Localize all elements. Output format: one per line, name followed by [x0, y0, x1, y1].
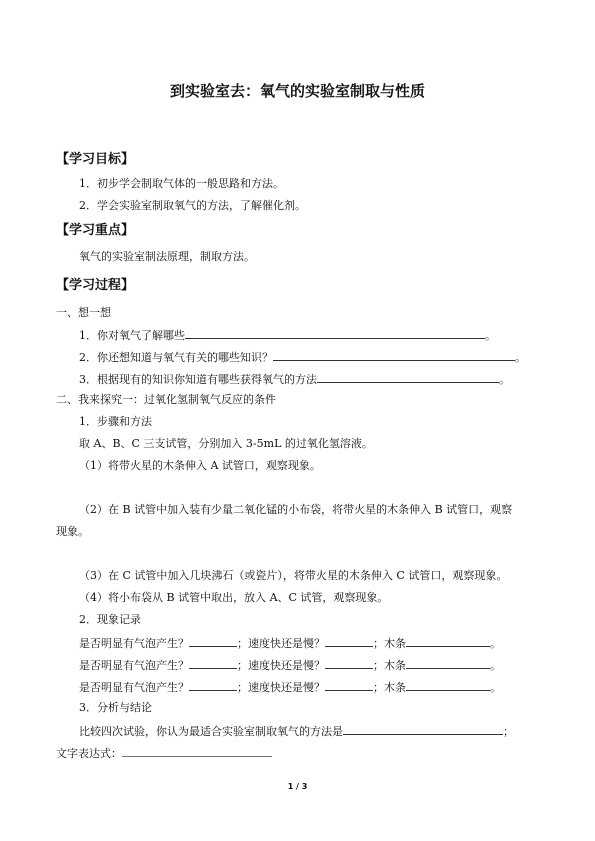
record-row-1-speed-blank[interactable] — [325, 635, 373, 647]
record-row-3 — [79, 679, 501, 695]
step-2-line-2: 现象。 — [56, 525, 89, 538]
question-3 — [79, 371, 510, 387]
step-4: （4）将小布袋从 B 试管中取出，放入 A、C 试管，观察现象。 — [79, 591, 389, 604]
record-row-3-speed-blank[interactable] — [325, 679, 373, 691]
question-2-end: 。 — [515, 351, 526, 364]
record-row-3-bubbles-blank[interactable] — [189, 679, 237, 691]
record-row-2-stick-label: ；木条 — [373, 659, 406, 672]
record-row-2-bubbles-blank[interactable] — [189, 657, 237, 669]
record-row-2-speed-label: ；速度快还是慢？ — [237, 659, 325, 672]
record-row-1-q: 是否明显有气泡产生？ — [79, 637, 189, 650]
goal-item-2: 2．学会实验室制取氧气的方法，了解催化剂。 — [79, 199, 306, 212]
best-method-blank[interactable] — [343, 723, 503, 735]
record-row-1-bubbles-blank[interactable] — [189, 635, 237, 647]
record-row-3-stick-blank[interactable] — [406, 679, 490, 691]
record-row-3-q: 是否明显有气泡产生？ — [79, 681, 189, 694]
expression-line — [56, 745, 272, 761]
analysis-end: ； — [503, 725, 514, 738]
step-title: 1．步骤和方法 — [79, 415, 152, 428]
record-row-2 — [79, 657, 501, 673]
step-2-line-1: （2）在 B 试管中加入装有少量二氧化锰的小布袋，将带火星的木条伸入 B 试管口，观察 — [79, 503, 513, 516]
record-row-3-end: 。 — [490, 681, 501, 694]
question-2-blank[interactable] — [273, 349, 515, 361]
goals-heading: 【学习目标】 — [56, 152, 135, 167]
step-3: （3）在 C 试管中加入几块沸石（或瓷片），将带火星的木条伸入 C 试管口，观察现象。 — [79, 569, 508, 582]
record-row-3-stick-label: ；木条 — [373, 681, 406, 694]
question-2 — [79, 349, 526, 365]
question-1 — [79, 327, 496, 343]
record-title: 2．现象记录 — [79, 613, 141, 626]
record-row-2-q: 是否明显有气泡产生？ — [79, 659, 189, 672]
question-1-text: 1．你对氧气了解哪些 — [79, 329, 185, 342]
question-1-end: 。 — [485, 329, 496, 342]
part1-title: 一、想一想 — [56, 306, 111, 319]
goal-item-1: 1．初步学会制取气体的一般思路和方法。 — [79, 177, 284, 190]
record-row-2-speed-blank[interactable] — [325, 657, 373, 669]
record-row-1-end: 。 — [490, 637, 501, 650]
record-row-1-speed-label: ；速度快还是慢？ — [237, 637, 325, 650]
step-1: （1）将带火星的木条伸入 A 试管口，观察现象。 — [79, 459, 321, 472]
part2-title: 二、我来探究一：过氧化氢制氧气反应的条件 — [56, 393, 276, 406]
record-row-1-stick-label: ；木条 — [373, 637, 406, 650]
step-intro: 取 A、B、C 三支试管，分别加入 3-5mL 的过氧化氢溶液。 — [79, 437, 373, 450]
page-title: 到实验室去：氧气的实验室制取与性质 — [169, 82, 425, 100]
process-heading: 【学习过程】 — [56, 278, 135, 293]
expression-blank[interactable] — [122, 745, 272, 757]
page-number: 1 / 3 — [287, 782, 308, 791]
key-points-text: 氧气的实验室制法原理，制取方法。 — [79, 250, 255, 263]
record-row-3-speed-label: ；速度快还是慢？ — [237, 681, 325, 694]
question-3-end: 。 — [499, 373, 510, 386]
record-row-1-stick-blank[interactable] — [406, 635, 490, 647]
question-3-blank[interactable] — [317, 371, 499, 383]
key-points-heading: 【学习重点】 — [56, 223, 135, 238]
analysis-text: 比较四次试验，你认为最适合实验室制取氧气的方法是 — [79, 725, 343, 738]
question-1-blank[interactable] — [185, 327, 485, 339]
analysis-title: 3．分析与结论 — [79, 701, 152, 714]
question-3-text: 3．根据现有的知识你知道有哪些获得氧气的方法 — [79, 373, 317, 386]
record-row-2-end: 。 — [490, 659, 501, 672]
record-row-2-stick-blank[interactable] — [406, 657, 490, 669]
question-2-text: 2．你还想知道与氧气有关的哪些知识？ — [79, 351, 273, 364]
record-row-1 — [79, 635, 501, 651]
analysis-line — [79, 723, 514, 739]
expression-label: 文字表达式： — [56, 747, 122, 760]
